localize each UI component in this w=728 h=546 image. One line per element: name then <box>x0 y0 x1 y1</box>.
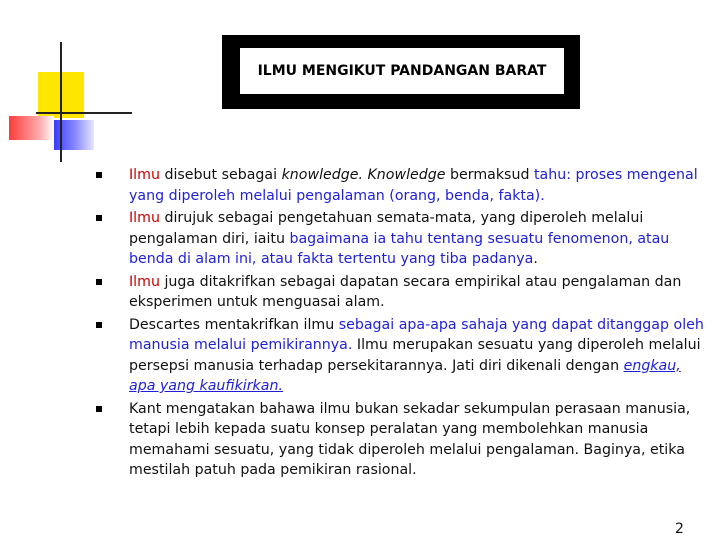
bullet-marker-icon <box>96 172 102 178</box>
bullet-item <box>96 315 706 397</box>
text: Descartes mentakrifkan ilmu <box>129 316 339 333</box>
text: Ilmu merupakan sesuatu yang diperoleh melalui persepsi manusia terhadap persekitarannya. Jati diri dikenali dengan <box>129 337 701 374</box>
term-knowledge: knowledge. Knowledge <box>281 167 446 183</box>
bullet-marker-icon <box>96 322 102 328</box>
page-number: 2 <box>675 521 684 537</box>
highlight-italic-text: engkau, apa yang kaufikirkan. <box>129 357 681 394</box>
text: disebut sebagai <box>159 167 282 183</box>
bullet-item <box>96 208 706 270</box>
decor-red-square <box>9 116 54 140</box>
term-ilmu: Ilmu <box>129 273 160 290</box>
bullet-marker-icon <box>96 215 102 221</box>
text: juga ditakrifkan sebagai dapatan secara empirikal atau pengalaman dan eksperimen untuk menguasai alam. <box>129 273 682 310</box>
text: Kant mengatakan bahawa ilmu bukan sekadar sekumpulan perasaan manusia, tetapi lebih kepada suatu konsep peralatan yang membolehkan manusia memahami sesuatu, yang tidak diperoleh melalui pengalaman. Baginya, etika mestilah patuh pada pemikiran rasional. <box>129 400 691 478</box>
decor-horizontal-line <box>36 112 132 114</box>
term-ilmu: Ilmu <box>129 167 160 183</box>
highlight-text: sebagai apa-apa sahaja yang dapat ditanggap oleh manusia melalui pemikirannya. <box>129 316 704 353</box>
highlight-text: tahu: proses mengenal yang diperoleh melalui pengalaman (orang, benda, fakta). <box>129 167 698 204</box>
bullet-item <box>96 399 706 481</box>
slide-title: ILMU MENGIKUT PANDANGAN BARAT <box>240 48 564 94</box>
text: bermaksud <box>445 167 534 183</box>
bullet-list <box>96 165 706 483</box>
term-ilmu: Ilmu <box>129 210 160 226</box>
text: dirujuk sebagai pengetahuan semata-mata, yang diperoleh melalui pengalaman diri, iaitu <box>129 210 644 247</box>
bullet-marker-icon <box>96 279 102 285</box>
bullet-item <box>96 272 706 313</box>
decor-vertical-line <box>60 42 62 162</box>
bullet-item <box>96 165 706 206</box>
highlight-text: bagaimana ia tahu tentang sesuatu fenomenon, atau benda di alam ini, atau fakta tertentu yang tiba padanya <box>129 230 670 267</box>
bullet-marker-icon <box>96 406 102 412</box>
text: . <box>533 251 538 267</box>
